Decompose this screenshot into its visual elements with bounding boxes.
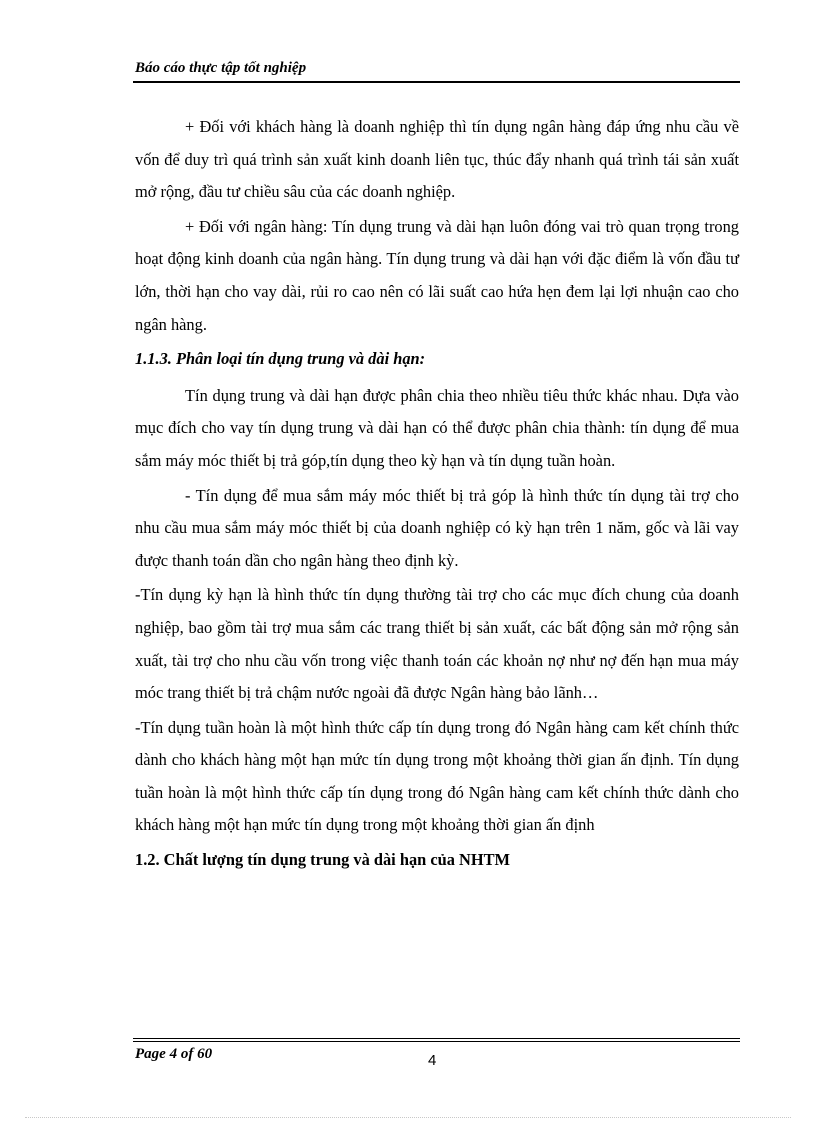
page-bottom-dotted-border [25,1117,791,1118]
footer-divider-bottom [133,1041,740,1042]
page-number: 4 [428,1052,437,1069]
running-header-title: Báo cáo thực tập tốt nghiệp [135,60,307,76]
paragraph-classification-intro: Tín dụng trung và dài hạn được phân chia theo nhiều tiêu thức khác nhau. Dựa vào mục đích cho vay tín dụng trung và dài hạn có thể được phân chia thành: tín dụng để mua sắm máy móc thiết bị trả góp,tín dụng theo kỳ hạn và tín dụng tuần hoàn. [135,385,739,470]
header-divider [133,81,740,83]
paragraph-revolving-credit: -Tín dụng tuần hoàn là một hình thức cấp tín dụng trong đó Ngân hàng cam kết chính thức dành cho khách hàng một hạn mức tín dụng trong một khoảng thời gian ấn định. Tín dụng tuần hoàn là một hình thức cấp tín dụng trong đó Ngân hàng cam kết chính thức dành cho khách hàng một hạn mức tín dụng trong một khoảng thời gian ấn định [135,717,739,835]
footer-divider-top [133,1038,740,1039]
paragraph-bank-benefit: + Đối với ngân hàng: Tín dụng trung và dài hạn luôn đóng vai trò quan trọng trong hoạt động kinh doanh của ngân hàng. Tín dụng trung và dài hạn với đặc điểm là vốn đầu tư lớn, thời hạn cho vay dài, rủi ro cao nên có lãi suất cao hứa hẹn đem lại lợi nhuận cao cho ngân hàng. [135,216,739,334]
section-heading-1-1-3: 1.1.3. Phân loại tín dụng trung và dài hạn: [135,349,426,369]
document-body [135,111,739,877]
paragraph-term-credit: -Tín dụng kỳ hạn là hình thức tín dụng thường tài trợ cho các mục đích chung của doanh nghiệp, bao gồm tài trợ mua sắm các trang thiết bị sản xuất, các bất động sản mở rộng sản xuất, tài trợ cho nhu cầu vốn trong việc thanh toán các khoản nợ như nợ đến hạn mua máy móc trang thiết bị trả chậm nước ngoài đã được Ngân hàng bảo lãnh… [135,585,739,703]
paragraph-customer-benefit: + Đối với khách hàng là doanh nghiệp thì tín dụng ngân hàng đáp ứng nhu cầu về vốn để duy trì quá trình sản xuất kinh doanh liên tục, thúc đẩy nhanh quá trình tái sản xuất mở rộng, đầu tư chiều sâu của các doanh nghiệp. [135,117,739,202]
footer-page-label: Page 4 of 60 [135,1046,213,1062]
section-heading-1-2: 1.2. Chất lượng tín dụng trung và dài hạn của NHTM [135,850,511,870]
paragraph-installment-credit: - Tín dụng để mua sắm máy móc thiết bị trả góp là hình thức tín dụng tài trợ cho nhu cầu mua sắm máy móc thiết bị của doanh nghiệp có kỳ hạn trên 1 năm, gốc và lãi vay được thanh toán dần cho ngân hàng theo định kỳ. [135,485,739,570]
